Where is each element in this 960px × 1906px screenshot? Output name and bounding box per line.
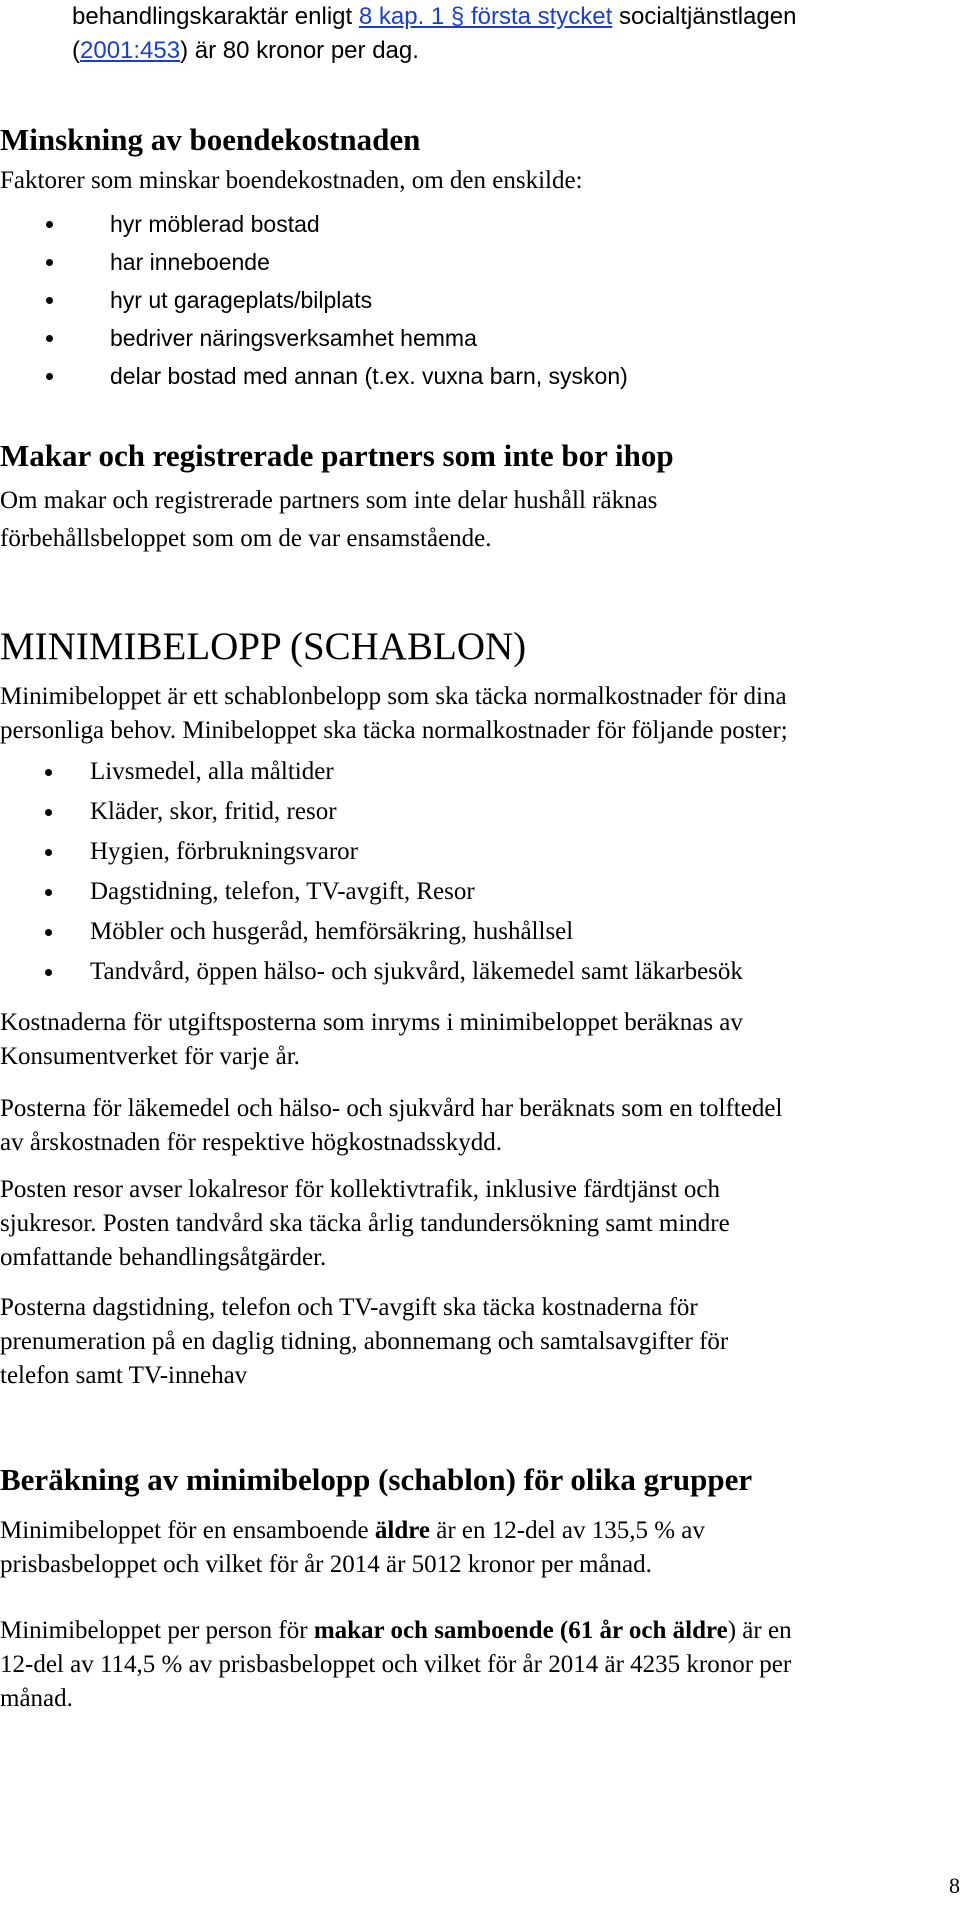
list-item bbox=[0, 205, 960, 243]
paragraph-line: av årskostnaden för respektive högkostnadsskydd. bbox=[0, 1129, 502, 1156]
partners-paragraph bbox=[0, 482, 960, 558]
intro-line-1 bbox=[0, 0, 960, 34]
bullet-icon bbox=[45, 969, 52, 976]
minimum-heading: MINIMIBELOPP (SCHABLON) bbox=[0, 625, 527, 668]
paragraph-line: Posten resor avser lokalresor för kollektivtrafik, inklusive färdtjänst och bbox=[0, 1176, 720, 1203]
minimum-paragraph-3 bbox=[0, 1173, 960, 1275]
list-item-text: Hygien, förbrukningsvaror bbox=[90, 838, 358, 865]
paragraph-line: Konsumentverket för varje år. bbox=[0, 1043, 300, 1070]
minimum-lead bbox=[0, 680, 960, 748]
intro-text: ( bbox=[72, 37, 80, 64]
list-item bbox=[0, 832, 960, 872]
paragraph-line: telefon samt TV-innehav bbox=[0, 1362, 248, 1389]
list-item bbox=[0, 912, 960, 952]
list-item-text: hyr ut garageplats/bilplats bbox=[110, 287, 373, 313]
minimum-lead-line-1: Minimibeloppet är ett schablonbelopp som ska täcka normalkostnader för dina bbox=[0, 683, 787, 710]
law-chapter-link[interactable]: 8 kap. 1 § första stycket bbox=[358, 3, 613, 30]
list-item-text: Dagstidning, telefon, TV-avgift, Resor bbox=[90, 878, 475, 905]
list-item-text: delar bostad med annan (t.ex. vuxna barn, syskon) bbox=[110, 363, 628, 389]
minimum-paragraph-2 bbox=[0, 1092, 960, 1160]
bullet-icon bbox=[46, 335, 53, 342]
inline-text: är en 12-del av 135,5 % av bbox=[430, 1517, 705, 1544]
emphasis-text: makar och samboende (61 år och äldre bbox=[313, 1617, 728, 1644]
paragraph-line bbox=[0, 1514, 960, 1548]
list-item-text: Möbler och husgeråd, hemförsäkring, hushållsel bbox=[90, 918, 574, 945]
paragraph-line: Posterna för läkemedel och hälso- och sjukvård har beräknats som en tolftedel bbox=[0, 1095, 783, 1122]
sfs-number-link[interactable]: 2001:453 bbox=[80, 37, 181, 64]
inline-text: Minimibeloppet för en ensamboende bbox=[0, 1517, 375, 1544]
list-item bbox=[0, 952, 960, 992]
inline-text: Minimibeloppet per person för bbox=[0, 1617, 314, 1644]
calculation-couple-paragraph bbox=[0, 1614, 960, 1716]
minimum-lead-line-2: personliga behov. Minibeloppet ska täcka normalkostnader för följande poster; bbox=[0, 717, 788, 744]
paragraph-line: prenumeration på en daglig tidning, abonnemang och samtalsavgifter för bbox=[0, 1328, 729, 1355]
page-number: 8 bbox=[949, 1873, 960, 1898]
list-item bbox=[0, 281, 960, 319]
reduction-lead: Faktorer som minskar boendekostnaden, om den enskilde: bbox=[0, 167, 583, 194]
list-item bbox=[0, 752, 960, 792]
list-item-text: Kläder, skor, fritid, resor bbox=[90, 798, 337, 825]
list-item bbox=[0, 792, 960, 832]
intro-text: socialtjänstlagen bbox=[612, 3, 797, 30]
list-item bbox=[0, 243, 960, 281]
bullet-icon bbox=[46, 221, 53, 228]
bullet-icon bbox=[45, 769, 52, 776]
calculation-single-paragraph bbox=[0, 1514, 960, 1582]
partners-heading: Makar och registrerade partners som inte bor ihop bbox=[0, 438, 674, 473]
bullet-icon bbox=[46, 259, 53, 266]
intro-text: ) är 80 kronor per dag. bbox=[180, 37, 419, 64]
bullet-icon bbox=[46, 297, 53, 304]
bullet-icon bbox=[45, 929, 52, 936]
list-item bbox=[0, 357, 960, 395]
emphasis-text: äldre bbox=[374, 1517, 430, 1544]
reduction-heading: Minskning av boendekostnaden bbox=[0, 122, 421, 157]
minimum-paragraph-1 bbox=[0, 1006, 960, 1074]
intro-paragraph bbox=[0, 0, 960, 68]
list-item bbox=[0, 319, 960, 357]
list-item-text: Livsmedel, alla måltider bbox=[90, 758, 334, 785]
bullet-icon bbox=[45, 849, 52, 856]
bullet-icon bbox=[45, 889, 52, 896]
partners-line-1: Om makar och registrerade partners som inte delar hushåll räknas bbox=[0, 487, 658, 514]
paragraph-line: omfattande behandlingsåtgärder. bbox=[0, 1244, 327, 1271]
bullet-icon bbox=[46, 373, 53, 380]
partners-line-2: förbehållsbeloppet som om de var ensamstående. bbox=[0, 525, 492, 552]
intro-line-2 bbox=[0, 34, 960, 68]
list-item bbox=[0, 872, 960, 912]
paragraph-line: Posterna dagstidning, telefon och TV-avgift ska täcka kostnaderna för bbox=[0, 1294, 698, 1321]
minimum-paragraph-4 bbox=[0, 1291, 960, 1393]
reduction-list bbox=[0, 205, 960, 395]
bullet-icon bbox=[45, 809, 52, 816]
inline-text: ) är en bbox=[727, 1617, 792, 1644]
intro-text: behandlingskaraktär enligt bbox=[72, 3, 359, 30]
list-item-text: hyr möblerad bostad bbox=[110, 211, 320, 237]
paragraph-line bbox=[0, 1614, 960, 1648]
minimum-list bbox=[0, 752, 960, 992]
paragraph-line: prisbasbeloppet och vilket för år 2014 är 5012 kronor per månad. bbox=[0, 1551, 652, 1578]
calculation-heading: Beräkning av minimibelopp (schablon) för olika grupper bbox=[0, 1462, 753, 1497]
list-item-text: bedriver näringsverksamhet hemma bbox=[110, 325, 477, 351]
paragraph-line: sjukresor. Posten tandvård ska täcka årlig tandundersökning samt mindre bbox=[0, 1210, 730, 1237]
paragraph-line: månad. bbox=[0, 1685, 73, 1712]
paragraph-line: 12-del av 114,5 % av prisbasbeloppet och vilket för år 2014 är 4235 kronor per bbox=[0, 1651, 792, 1678]
list-item-text: Tandvård, öppen hälso- och sjukvård, läkemedel samt läkarbesök bbox=[90, 958, 743, 985]
paragraph-line: Kostnaderna för utgiftsposterna som inryms i minimibeloppet beräknas av bbox=[0, 1009, 743, 1036]
list-item-text: har inneboende bbox=[110, 249, 270, 275]
